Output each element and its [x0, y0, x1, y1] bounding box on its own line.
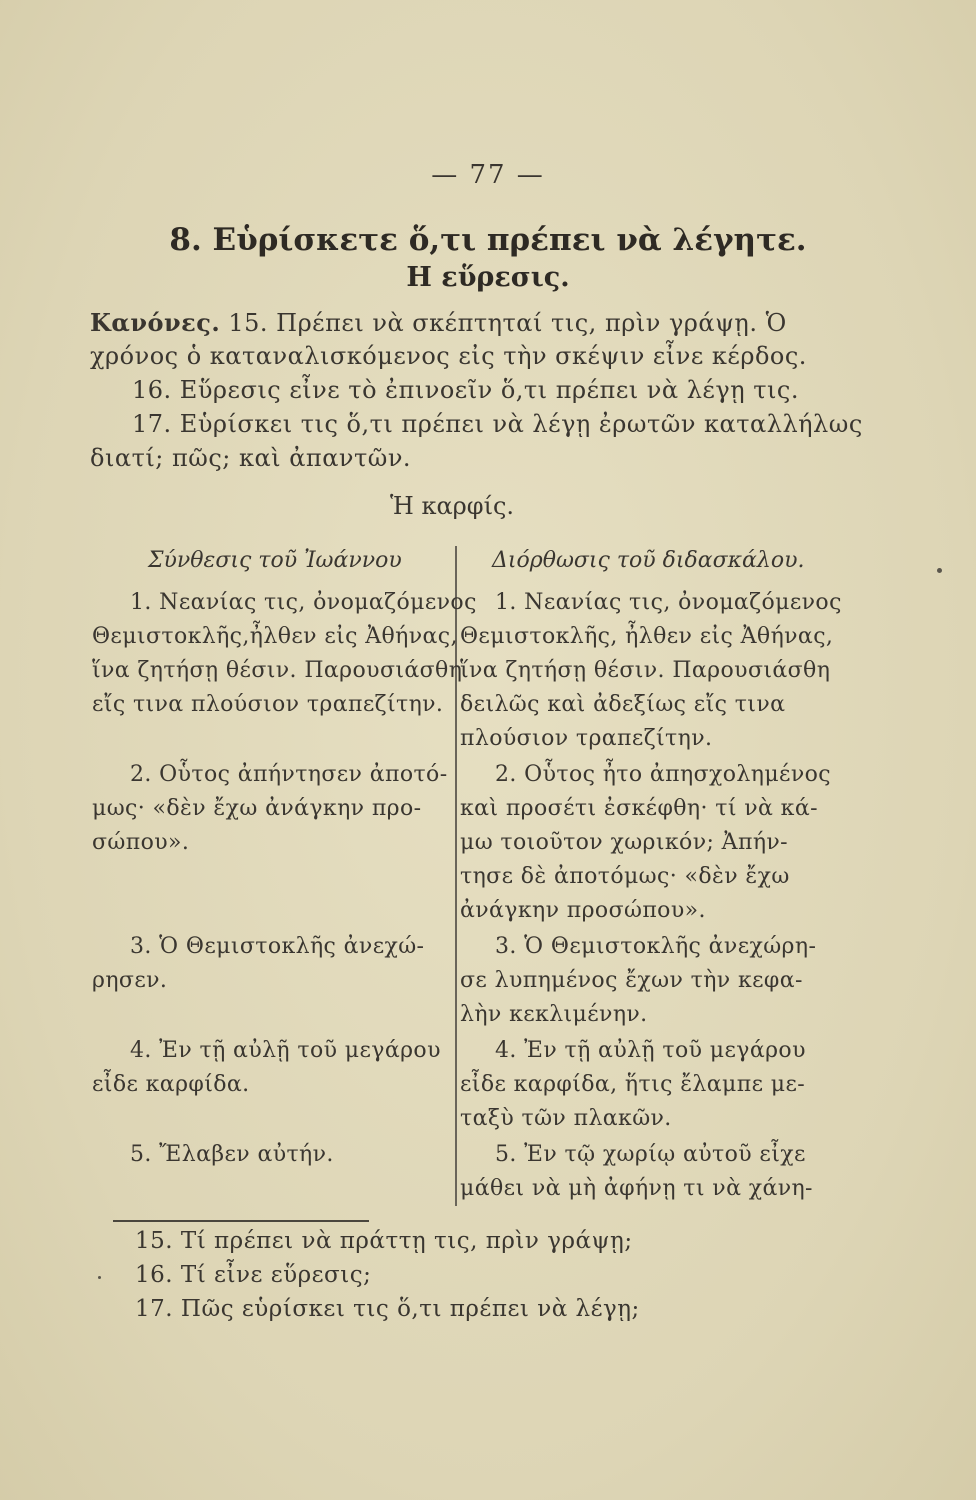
rule-15-text: 15. Πρέπει νὰ σκέπτηταί τις, πρὶν γράψῃ. Ὁ — [228, 309, 787, 337]
right-line: 3. Ὁ Θεμιστοκλῆς ἀνεχώρη- — [495, 934, 817, 959]
composition-subject: Ἡ καρφίς. — [390, 492, 515, 520]
footnote-15: 15. Τί πρέπει νὰ πράττῃ τις, πρὶν γράψῃ; — [135, 1228, 633, 1254]
left-line: εἶδε καρφίδα. — [92, 1072, 250, 1097]
rule-16: 16. Εὕρεσις εἶνε τὸ ἐπινοεῖν ὅ,τι πρέπει νὰ λέγῃ τις. — [132, 376, 799, 404]
right-line: πλούσιον τραπεζίτην. — [460, 726, 713, 751]
left-line: ρησεν. — [92, 968, 168, 993]
paper-speck — [937, 568, 942, 573]
right-line: ταξὺ τῶν πλακῶν. — [460, 1106, 672, 1131]
right-line: ἵνα ζητήσῃ θέσιν. Παρουσιάσθη — [460, 658, 831, 683]
right-line: 4. Ἐν τῇ αὐλῇ τοῦ μεγάρου — [495, 1038, 806, 1063]
right-line: ἀνάγκην προσώπου». — [460, 898, 706, 923]
right-line: Θεμιστοκλῆς, ἦλθεν εἰς Ἀθήνας, — [460, 624, 834, 649]
left-line: 2. Οὗτος ἀπήντησεν ἀποτό- — [130, 762, 448, 787]
footnote-rule — [113, 1220, 369, 1222]
paper-speck — [98, 1276, 101, 1279]
rule-15-continued: χρόνος ὁ καταναλισκόμενος εἰς τὴν σκέψιν εἶνε κέρδος. — [90, 342, 807, 370]
left-line: εἴς τινα πλούσιον τραπεζίτην. — [92, 692, 444, 717]
left-line: 3. Ὁ Θεμιστοκλῆς ἀνεχώ- — [130, 934, 425, 959]
left-line: μως· «δὲν ἔχω ἀνάγκην προ- — [92, 796, 422, 821]
left-line: Θεμιστοκλῆς,ἦλθεν εἰς Ἀθήνας, — [92, 624, 458, 649]
left-line: 4. Ἐν τῇ αὐλῇ τοῦ μεγάρου — [130, 1038, 441, 1063]
rule-17: 17. Εὑρίσκει τις ὅ,τι πρέπει νὰ λέγῃ ἐρωτῶν καταλλήλως — [132, 410, 863, 438]
section-subtitle: Η εὕρεσις. — [406, 262, 570, 293]
right-line: μω τοιοῦτον χωρικόν; Ἀπήν- — [460, 830, 789, 855]
footnote-16: 16. Τί εἶνε εὕρεσις; — [135, 1262, 372, 1288]
left-line: 5. Ἔλαβεν αὐτήν. — [130, 1142, 334, 1167]
left-line: σώπου». — [92, 830, 190, 855]
page-number: — 77 — — [431, 160, 545, 190]
right-line: 5. Ἐν τῷ χωρίῳ αὐτοῦ εἶχε — [495, 1142, 806, 1167]
right-line: λὴν κεκλιμένην. — [460, 1002, 648, 1027]
right-line: τησε δὲ ἀποτόμως· «δὲν ἔχω — [460, 864, 790, 889]
right-line: 1. Νεανίας τις, ὀνομαζόμενος — [495, 590, 842, 615]
rules-line-1 — [90, 308, 787, 337]
right-line: εἶδε καρφίδα, ἥτις ἔλαμπε με- — [460, 1072, 806, 1097]
rule-17-continued: διατί; πῶς; καὶ ἀπαντῶν. — [90, 444, 412, 472]
right-column-title: Διόρθωσις τοῦ διδασκάλου. — [492, 548, 805, 573]
right-line: δειλῶς καὶ ἀδεξίως εἴς τινα — [460, 692, 786, 717]
footnote-17: 17. Πῶς εὑρίσκει τις ὅ,τι πρέπει νὰ λέγῃ; — [135, 1296, 640, 1322]
right-line: σε λυπημένος ἔχων τὴν κεφα- — [460, 968, 803, 993]
rules-label: Κανόνες. — [90, 308, 221, 337]
left-column-title: Σύνθεσις τοῦ Ἰωάννου — [148, 548, 402, 573]
right-line: καὶ προσέτι ἐσκέφθη· τί νὰ κά- — [460, 796, 818, 821]
right-line: 2. Οὗτος ἦτο ἀπησχολημένος — [495, 762, 831, 787]
left-line: ἵνα ζητήσῃ θέσιν. Παρουσιάσθη — [92, 658, 463, 683]
left-line: 1. Νεανίας τις, ὀνομαζόμενος — [130, 590, 477, 615]
right-line: μάθει νὰ μὴ ἀφήνῃ τι νὰ χάνη- — [460, 1176, 813, 1201]
section-title: 8. Εὑρίσκετε ὅ,τι πρέπει νὰ λέγητε. — [169, 222, 807, 258]
